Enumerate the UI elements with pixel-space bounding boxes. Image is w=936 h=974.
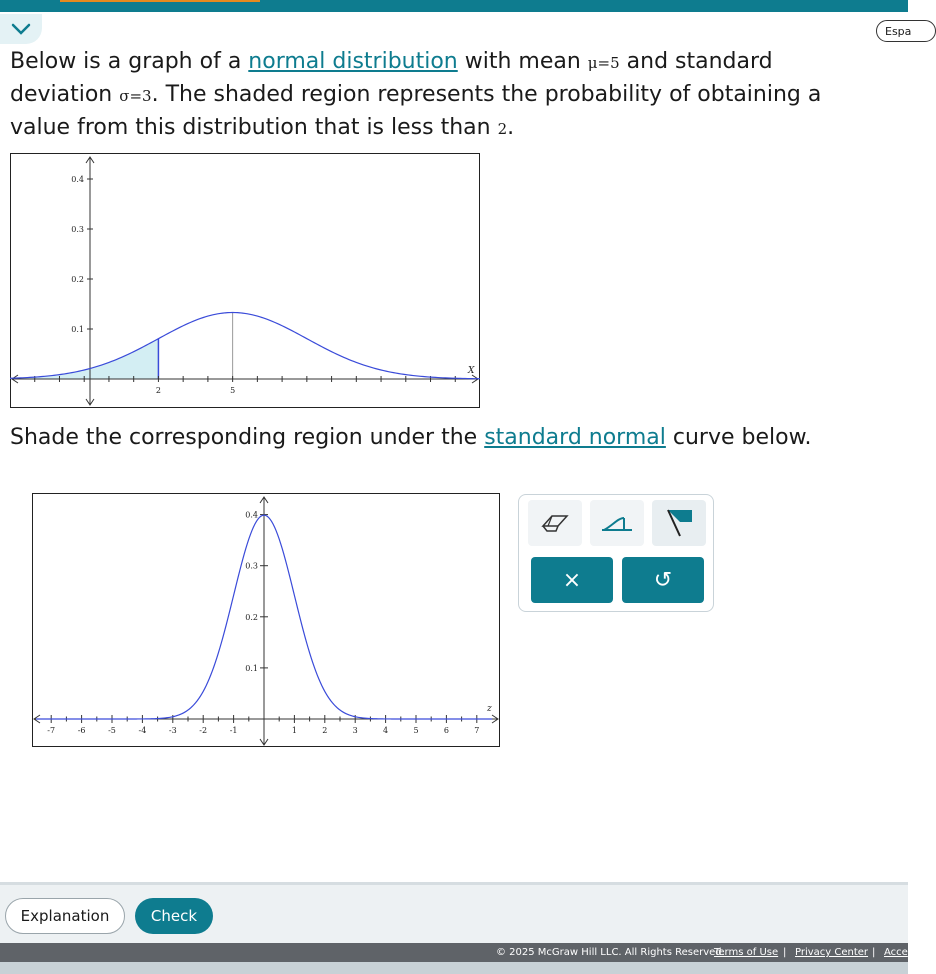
sd-value: σ=3 <box>119 87 152 105</box>
y-tick-label: 0.4 <box>71 175 84 184</box>
privacy-link[interactable]: Privacy Center <box>795 947 869 958</box>
x-tick-label: 3 <box>352 726 358 735</box>
clear-button[interactable]: × <box>531 557 613 603</box>
problem-text: and standard <box>619 49 773 74</box>
terms-link[interactable]: Terms of Use <box>714 947 779 958</box>
x-tick-label: -4 <box>138 726 147 735</box>
problem-text: . The shaded region represents the probability of obtaining a <box>151 82 822 107</box>
instruction-part: curve below. <box>665 425 812 450</box>
x-axis-label: z <box>487 704 492 714</box>
standard-normal-graph[interactable] <box>32 493 500 747</box>
instruction-text <box>10 422 812 454</box>
region-tool-button[interactable] <box>590 500 644 546</box>
y-tick-label: 0.4 <box>245 510 258 520</box>
graph-frame <box>33 494 500 747</box>
x-axis-label: X <box>468 366 475 376</box>
shading-toolbar <box>518 494 714 612</box>
problem-text: value from this distribution that is less than <box>10 115 498 140</box>
undo-button[interactable]: ↺ <box>622 557 704 603</box>
x-tick-label: 2 <box>155 386 161 395</box>
bottom-strip <box>0 962 908 974</box>
language-toggle-button[interactable]: Espa <box>876 20 936 42</box>
region-select-icon <box>600 512 634 534</box>
x-tick-label: -7 <box>47 726 56 735</box>
threshold-value: 2 <box>497 120 508 138</box>
y-tick-label: 0.2 <box>71 275 84 284</box>
top-bar <box>0 0 908 12</box>
y-tick-label: 0.3 <box>245 561 258 571</box>
eraser-tool-button[interactable] <box>528 500 582 546</box>
explanation-button[interactable]: Explanation <box>5 898 125 934</box>
instruction-part: Shade the corresponding region under the <box>10 425 485 450</box>
normal-distribution-link[interactable]: normal distribution <box>248 49 458 74</box>
y-tick-label: 0.3 <box>71 225 84 234</box>
x-tick-label: 7 <box>474 726 480 735</box>
x-tick-label: 4 <box>383 726 389 735</box>
progress-accent <box>60 0 260 2</box>
x-tick-label: -5 <box>108 726 116 735</box>
y-tick-label: 0.1 <box>71 325 84 334</box>
x-tick-label: -6 <box>77 726 86 735</box>
problem-line-3 <box>10 112 910 145</box>
x-tick-label: -3 <box>168 726 177 735</box>
given-normal-graph <box>10 153 480 408</box>
footer-separator: | <box>783 947 787 958</box>
x-tick-label: 5 <box>413 726 419 735</box>
problem-text: Below is a graph of a <box>10 49 249 74</box>
y-tick-label: 0.1 <box>245 663 258 673</box>
chevron-down-icon <box>11 23 31 35</box>
problem-text: with mean <box>457 49 588 74</box>
mean-value: μ=5 <box>587 54 620 72</box>
problem-line-1 <box>10 46 910 79</box>
accessibility-link[interactable]: Acce <box>884 947 908 958</box>
copyright-text: © 2025 McGraw Hill LLC. All Rights Reserved. <box>496 947 725 958</box>
check-button[interactable]: Check <box>135 898 213 934</box>
x-tick-label: -2 <box>199 726 208 735</box>
y-tick-label: 0.2 <box>245 612 258 622</box>
legal-footer <box>0 943 908 962</box>
problem-text: deviation <box>10 82 120 107</box>
x-tick-label: 2 <box>322 726 328 735</box>
problem-line-2 <box>10 79 910 112</box>
problem-text: . <box>507 115 515 140</box>
x-tick-label: 6 <box>443 726 449 735</box>
shade-flag-icon <box>664 508 694 538</box>
shade-tool-button[interactable] <box>652 500 706 546</box>
collapse-button[interactable] <box>0 14 42 44</box>
standard-normal-link[interactable]: standard normal <box>484 425 666 450</box>
x-tick-label: 5 <box>230 386 236 395</box>
problem-statement <box>10 46 910 145</box>
x-tick-label: -1 <box>229 726 238 735</box>
footer-separator: | <box>872 947 876 958</box>
eraser-icon <box>540 512 570 534</box>
x-tick-label: 1 <box>291 726 297 735</box>
action-bar <box>0 882 908 945</box>
